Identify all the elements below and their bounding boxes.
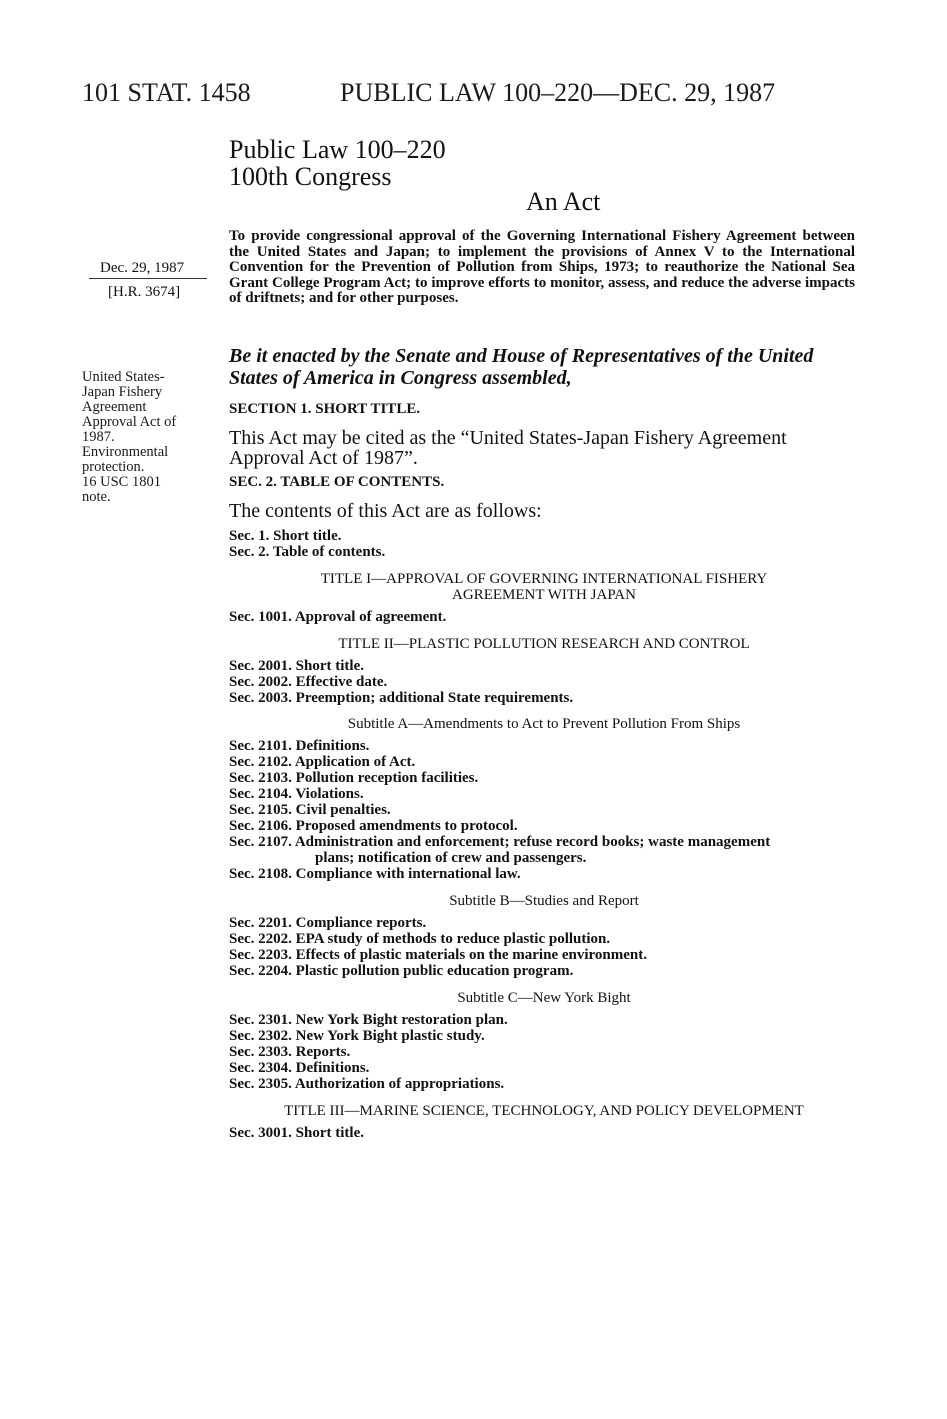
toc-item: Sec. 2107. Administration and enforcement; refuse record books; waste management xyxy=(229,834,771,850)
section-1-heading: SECTION 1. SHORT TITLE. xyxy=(229,401,421,417)
margin-note-line: 1987. xyxy=(82,429,115,445)
toc-item: Sec. 2105. Civil penalties. xyxy=(229,802,391,818)
page-law-header: PUBLIC LAW 100–220—DEC. 29, 1987 xyxy=(340,78,776,107)
margin-note-line: Agreement xyxy=(82,399,147,415)
enacting-clause: Be it enacted by the Senate and House of Representatives of the United States of America in Congress assembled, xyxy=(229,345,814,389)
toc-title-3-heading: TITLE III—MARINE SCIENCE, TECHNOLOGY, AND POLICY DEVELOPMENT xyxy=(284,1103,804,1119)
act-purpose: To provide congressional approval of the Governing International Fishery Agreement between the United States and Japan; to implement the provisions of Annex V to the International Convention for the Prevention of Pollution from Ships, 1973; to reauthorize the National Sea Grant College Program Act; to improve efforts to monitor, assess, and reduce the adverse impacts of driftnets; and for other purposes. xyxy=(229,228,855,307)
toc-item: Sec. 2201. Compliance reports. xyxy=(229,915,427,931)
toc-title-2-heading: TITLE II—PLASTIC POLLUTION RESEARCH AND CONTROL xyxy=(338,636,750,652)
section-1-text: This Act may be cited as the “United States-Japan Fishery Agreement Approval Act of 1987”. xyxy=(229,427,787,469)
toc-item: Sec. 1001. Approval of agreement. xyxy=(229,609,447,625)
toc-subtitle-c-heading: Subtitle C—New York Bight xyxy=(457,990,631,1006)
toc-item: Sec. 2305. Authorization of appropriations. xyxy=(229,1076,505,1092)
toc-item: Sec. 2202. EPA study of methods to reduce plastic pollution. xyxy=(229,931,611,947)
toc-item: Sec. 2304. Definitions. xyxy=(229,1060,370,1076)
toc-title-1-line-2: AGREEMENT WITH JAPAN xyxy=(452,587,636,603)
section-2-heading: SEC. 2. TABLE OF CONTENTS. xyxy=(229,474,445,490)
table-of-contents xyxy=(229,528,859,1141)
toc-item: Sec. 2106. Proposed amendments to protocol. xyxy=(229,818,518,834)
toc-title-1-line-1: TITLE I—APPROVAL OF GOVERNING INTERNATIONAL FISHERY xyxy=(320,571,768,587)
margin-note xyxy=(82,370,222,505)
toc-item-continuation: plans; notification of crew and passengers. xyxy=(315,850,587,866)
toc-item: Sec. 2204. Plastic pollution public education program. xyxy=(229,963,574,979)
margin-note-line: 16 USC 1801 xyxy=(82,474,161,490)
public-law-number: Public Law 100–220 xyxy=(229,135,446,164)
margin-note-line: note. xyxy=(82,489,111,505)
toc-item: Sec. 1. Short title. xyxy=(229,528,342,544)
toc-item: Sec. 2103. Pollution reception facilities. xyxy=(229,770,479,786)
congress-number: 100th Congress xyxy=(229,162,392,191)
toc-item: Sec. 2108. Compliance with international law. xyxy=(229,866,521,882)
margin-note-line: protection. xyxy=(82,459,145,475)
toc-item: Sec. 2303. Reports. xyxy=(229,1044,351,1060)
law-title-block xyxy=(229,136,446,190)
an-act-heading: An Act xyxy=(526,187,601,216)
margin-note-line: United States- xyxy=(82,369,165,385)
margin-note-line: Environmental xyxy=(82,444,169,460)
toc-item: Sec. 2302. New York Bight plastic study. xyxy=(229,1028,485,1044)
margin-date: Dec. 29, 1987 xyxy=(100,260,185,276)
margin-note-line: Japan Fishery xyxy=(82,384,163,400)
toc-item: Sec. 2104. Violations. xyxy=(229,786,364,802)
toc-item: Sec. 2203. Effects of plastic materials on the marine environment. xyxy=(229,947,647,963)
margin-divider xyxy=(89,278,207,279)
toc-item: Sec. 3001. Short title. xyxy=(229,1125,364,1141)
margin-note-line: Approval Act of xyxy=(82,414,177,430)
toc-item: Sec. 2102. Application of Act. xyxy=(229,754,416,770)
toc-title-1-heading xyxy=(229,571,859,603)
section-2-text: The contents of this Act are as follows: xyxy=(229,500,542,522)
toc-item: Sec. 2101. Definitions. xyxy=(229,738,370,754)
toc-item: Sec. 2002. Effective date. xyxy=(229,674,388,690)
toc-subtitle-b-heading: Subtitle B—Studies and Report xyxy=(449,893,639,909)
toc-subtitle-a-heading: Subtitle A—Amendments to Act to Prevent Pollution From Ships xyxy=(347,716,741,732)
toc-item: Sec. 2003. Preemption; additional State requirements. xyxy=(229,690,574,706)
toc-item: Sec. 2. Table of contents. xyxy=(229,544,386,560)
page-stat-citation: 101 STAT. 1458 xyxy=(82,78,251,107)
toc-item: Sec. 2001. Short title. xyxy=(229,658,364,674)
margin-bill-number: [H.R. 3674] xyxy=(108,284,181,300)
toc-item: Sec. 2301. New York Bight restoration plan. xyxy=(229,1012,508,1028)
